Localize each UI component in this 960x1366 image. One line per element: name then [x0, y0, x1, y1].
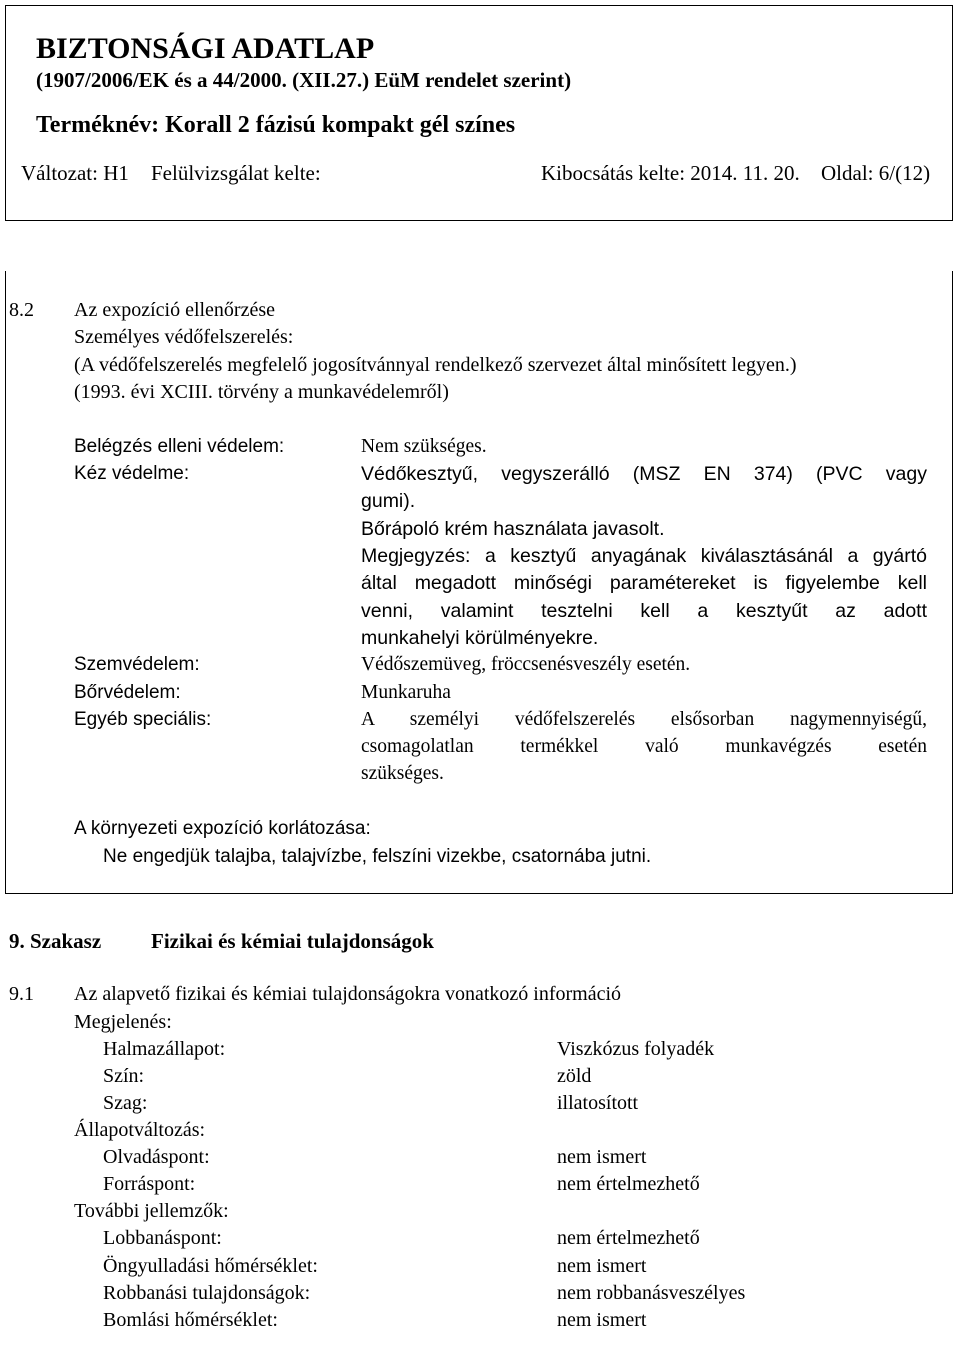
flash-point-label: Lobbanáspont:	[103, 1227, 222, 1249]
physical-state-value: Viszkózus folyadék	[557, 1038, 715, 1060]
page-number: Oldal: 6/(12)	[821, 161, 931, 185]
eye-protection-value: Védőszemüveg, fröccsenésveszély esetén.	[361, 654, 691, 675]
skin-protection-label: Bőrvédelem:	[74, 682, 181, 703]
autoignition-label: Öngyulladási hőmérséklet:	[103, 1255, 318, 1277]
section-9-1-title: Az alapvető fizikai és kémiai tulajdonságokra vonatkozó információ	[74, 983, 622, 1005]
section-9-1-number: 9.1	[9, 983, 34, 1005]
autoignition-value: nem ismert	[557, 1255, 647, 1277]
phase-change-heading: Állapotváltozás:	[74, 1119, 206, 1141]
melting-point-value: nem ismert	[557, 1146, 647, 1168]
odor-value: illatosított	[557, 1092, 639, 1114]
eye-protection-label: Szemvédelem:	[74, 654, 200, 675]
environmental-exposure-title: A környezeti expozíció korlátozása:	[74, 818, 371, 839]
other-protection-line-1: A személyi védőfelszerelés elsősorban nagymennyiségű,	[361, 709, 927, 730]
appearance-heading: Megjelenés:	[74, 1011, 172, 1033]
color-label: Szín:	[103, 1065, 145, 1087]
boiling-point-value: nem értelmezhető	[557, 1173, 700, 1195]
respiratory-protection-value: Nem szükséges.	[361, 436, 487, 457]
explosive-properties-label: Robbanási tulajdonságok:	[103, 1282, 311, 1304]
decomposition-temperature-value: nem ismert	[557, 1309, 647, 1331]
environmental-exposure-value: Ne engedjük talajba, talajvízbe, felszíni vizekbe, csatornába jutni.	[103, 846, 652, 867]
regulation-reference: (1907/2006/EK és a 44/2000. (XII.27.) EüM rendelet szerint)	[36, 68, 572, 92]
explosive-properties-value: nem robbanásveszélyes	[557, 1282, 746, 1304]
revision-date: Felülvizsgálat kelte:	[151, 161, 321, 185]
other-protection-line-2: csomagolatlan termékkel való munkavégzés esetén	[361, 736, 927, 757]
ppe-note-line-2: (1993. évi XCIII. törvény a munkavédelemről)	[74, 381, 449, 403]
document-header	[5, 5, 953, 221]
hand-protection-note-3: venni, valamint tesztelni kell a kesztyűt az adott	[361, 600, 927, 622]
other-protection-label: Egyéb speciális:	[74, 709, 212, 730]
section-8-2-number: 8.2	[9, 299, 34, 321]
hand-protection-line-2: gumi).	[361, 490, 416, 512]
ppe-subtitle: Személyes védőfelszerelés:	[74, 326, 294, 348]
hand-protection-label: Kéz védelme:	[74, 463, 190, 484]
section-9-title: Fizikai és kémiai tulajdonságok	[151, 929, 434, 953]
respiratory-protection-label: Belégzés elleni védelem:	[74, 436, 285, 457]
color-value: zöld	[557, 1065, 592, 1087]
hand-protection-note-2: által megadott minőségi paramétereket is figyelembe kell	[361, 572, 927, 594]
boiling-point-label: Forráspont:	[103, 1173, 196, 1195]
hand-protection-line-1: Védőkesztyű, vegyszerálló (MSZ EN 374) (PVC vagy	[361, 463, 927, 485]
version: Változat: H1	[21, 161, 129, 185]
section-8-2-title: Az expozíció ellenőrzése	[74, 299, 276, 321]
skin-protection-value: Munkaruha	[361, 682, 451, 703]
hand-protection-note-1: Megjegyzés: a kesztyű anyagának kiválasztásánál a gyártó	[361, 545, 927, 567]
odor-label: Szag:	[103, 1092, 148, 1114]
decomposition-temperature-label: Bomlási hőmérséklet:	[103, 1309, 278, 1331]
other-properties-heading: További jellemzők:	[74, 1200, 229, 1222]
hand-protection-note-4: munkahelyi körülményekre.	[361, 627, 599, 649]
other-protection-line-3: szükséges.	[361, 763, 444, 784]
hand-protection-line-3: Bőrápoló krém használata javasolt.	[361, 518, 665, 540]
product-name: Terméknév: Korall 2 fázisú kompakt gél színes	[36, 112, 516, 138]
flash-point-value: nem értelmezhető	[557, 1227, 700, 1249]
section-9-number: 9. Szakasz	[9, 929, 102, 953]
document-title: BIZTONSÁGI ADATLAP	[36, 32, 375, 65]
ppe-note-line-1: (A védőfelszerelés megfelelő jogosítvánnyal rendelkező szervezet által minősített legyen.)	[74, 354, 797, 376]
melting-point-label: Olvadáspont:	[103, 1146, 210, 1168]
physical-state-label: Halmazállapot:	[103, 1038, 226, 1060]
issue-date: Kibocsátás kelte: 2014. 11. 20.	[541, 161, 800, 185]
